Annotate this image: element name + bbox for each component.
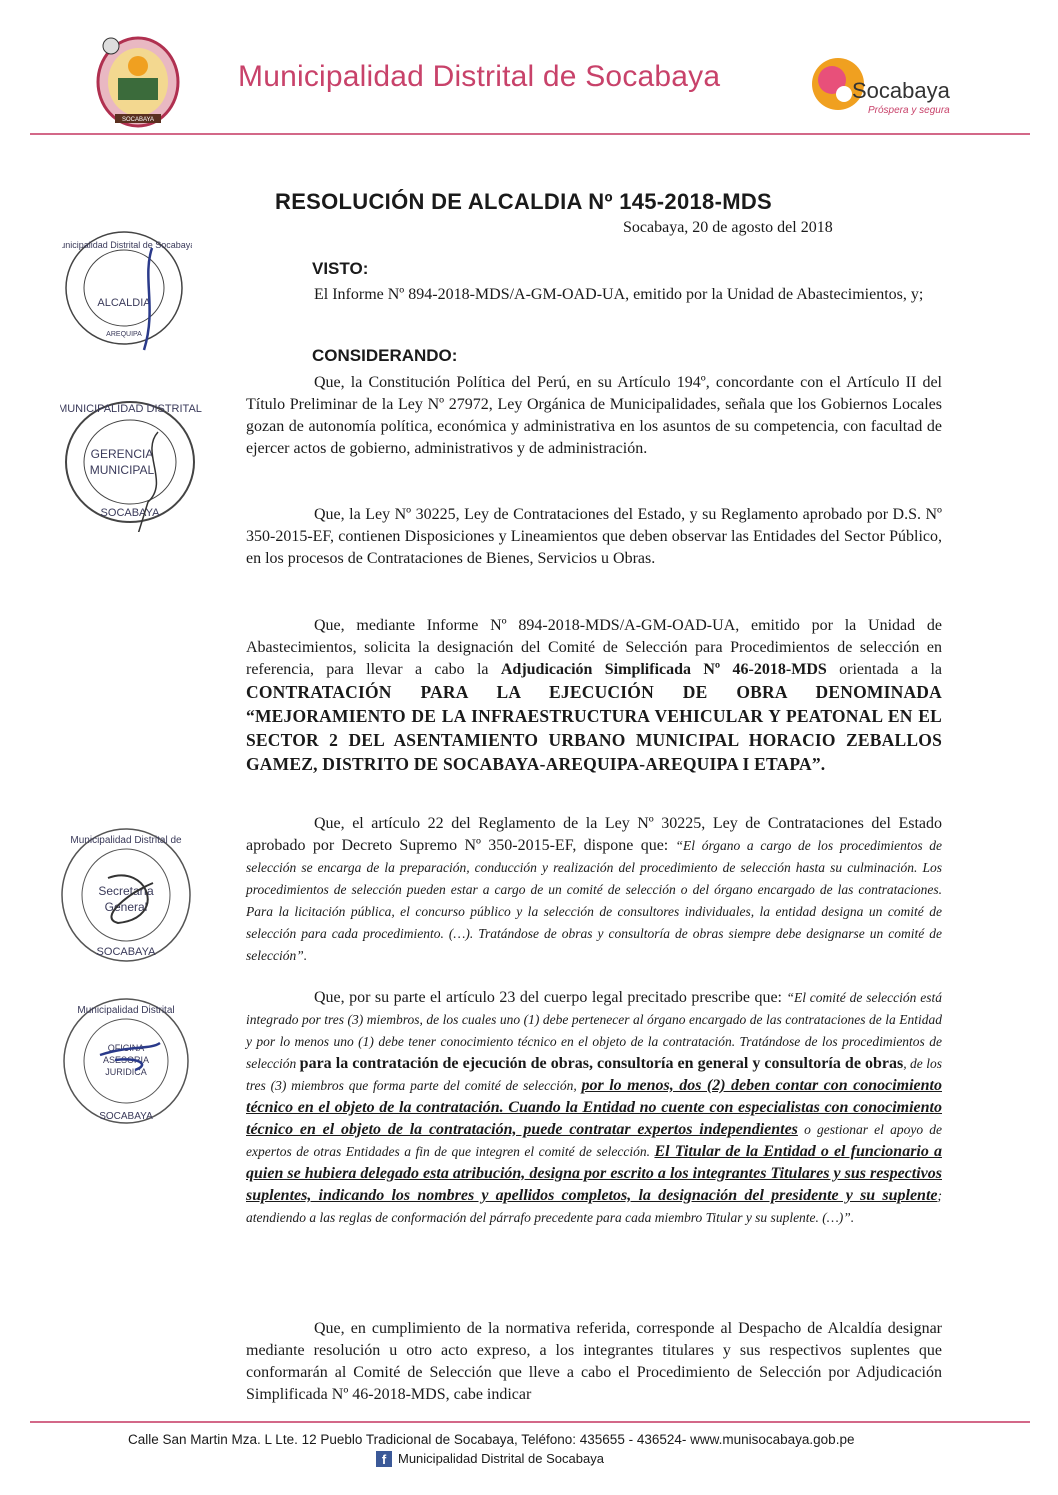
considerando-heading: CONSIDERANDO:: [312, 346, 458, 365]
place-date: Socabaya, 20 de agosto del 2018: [623, 219, 833, 236]
municipal-crest: [93, 30, 183, 130]
svg-text:AREQUIPA: AREQUIPA: [106, 331, 142, 338]
svg-text:ALCALDIA: ALCALDIA: [97, 297, 151, 309]
p4-quote: “El órgano a cargo de los procedimientos de selección se encarga de la preparación, conducción y realización del procedimiento de selección hasta su culminación. Los procedimientos de selección pueden estar a cargo de un comité de selección o del órgano encargado de las contrataciones. Para la licitación pública, el concurso público y la selección de consultores individuales, la entidad designa un comité de selección para cada procedimiento. (…). Tratándose de obras y consultoría de obras siempre debe designarse un comité de selección”.: [246, 838, 942, 963]
stamp-gerencia: [60, 392, 210, 532]
paragraph-2: Que, la Ley Nº 30225, Ley de Contrataciones del Estado, y su Reglamento aprobado por D.S. Nº 350-2015-EF, contienen Disposiciones y Lineamientos que deben observar las Entidades del Sector Público, en los procesos de Contrataciones de Bienes, Servicios u Obras.: [246, 506, 942, 567]
p5-text: Que, por su parte el artículo 23 del cuerpo legal precitado prescribe que:: [314, 989, 787, 1006]
p3-text-2: orientada a la: [826, 661, 942, 678]
stamp-secretaria: [58, 823, 198, 968]
resolution-title: RESOLUCIÓN DE ALCALDIA Nº 145-2018-MDS: [275, 189, 772, 214]
considerando-p3: [246, 615, 942, 777]
svg-text:GERENCIA: GERENCIA: [90, 447, 154, 461]
p5-quote-2: , de los tres (3) miembros que forma parte del comité de selección,: [246, 1056, 942, 1093]
p5-quote-1: “El comité de selección está integrado por tres (3) miembros, de los cuales uno (1) debe pertenecer al órgano encargado de las contrataciones de la Entidad y por lo menos uno (1) debe tener conocimiento técnico en el objeto de la contratación. Tratándose de los procedimientos de selección: [246, 990, 942, 1071]
footer-facebook: Municipalidad Distrital de Socabaya: [398, 1451, 604, 1466]
visto-paragraph: El Informe Nº 894-2018-MDS/A-GM-OAD-UA, emitido por la Unidad de Abastecimientos, y;: [314, 286, 924, 303]
svg-text:ASESORIA: ASESORIA: [102, 1055, 150, 1065]
svg-text:JURIDICA: JURIDICA: [105, 1067, 147, 1077]
paragraph-3: [246, 615, 942, 777]
svg-text:SOCABAYA: SOCABAYA: [99, 1111, 153, 1122]
considerando-p1: [246, 372, 942, 460]
p3-text: Que, mediante Informe Nº 894-2018-MDS/A-GM-OAD-UA, emitido por la Unidad de Abastecimientos, solicita la designación del Comité de Selección para Procedimientos de selección en referencia, para llevar a cabo la: [246, 617, 942, 678]
paragraph-4: [246, 813, 942, 967]
paragraph-6: Que, en cumplimiento de la normativa referida, corresponde al Despacho de Alcaldía designar mediante resolución u otro acto expreso, a los integrantes titulares y sus respectivos suplentes que conformarán al Comité de Selección que lleve a cabo el Procedimiento de Selección por Adjudicación Simplificada Nº 46-2018-MDS, cabe indicar: [246, 1320, 942, 1403]
p5-bold: para la contratación de ejecución de obras, consultoría en general y consultoría de obras: [299, 1055, 904, 1072]
svg-text:MUNICIPAL: MUNICIPAL: [89, 463, 155, 477]
p3-obra-title: CONTRATACIÓN PARA LA EJECUCIÓN DE OBRA DENOMINADA “MEJORAMIENTO DE LA INFRAESTRUCTURA VEHICULAR Y PEATONAL EN EL SECTOR 2 DEL ASENTAMIENTO URBANO MUNICIPAL HORACIO ZEBALLOS GAMEZ, DISTRITO DE SOCABAYA-AREQUIPA-AREQUIPA I ETAPA”.: [246, 682, 942, 774]
stamp-asesoria-juridica: [60, 995, 195, 1130]
visto-text: [246, 284, 942, 306]
considerando-p5: [246, 987, 942, 1229]
p5-underlined-2: El Titular de la Entidad o el funcionario a quien se hubiera delegado esta atribución, designa por escrito a los integrantes Titulares y sus respectivos suplentes, indicando los nombres y apellidos completos, la designación del presidente y su suplente: [246, 1143, 942, 1204]
svg-text:OFICINA: OFICINA: [107, 1043, 145, 1053]
footer-divider: [30, 1421, 1030, 1423]
footer-address: Calle San Martin Mza. L Lte. 12 Pueblo Tradicional de Socabaya, Teléfono: 435655 - 436524- www.munisocabaya.gob.pe: [128, 1432, 855, 1447]
logo-brand: Socabaya: [852, 78, 950, 103]
svg-text:Secretaría: Secretaría: [98, 884, 154, 898]
p5-quote-4: ; atendiendo a las reglas de conformación del párrafo precedente para cada miembro Titular y su suplente. (…)”.: [246, 1188, 942, 1225]
header-divider: [30, 133, 1030, 135]
svg-text:SOCABAYA: SOCABAYA: [96, 946, 156, 958]
svg-text:SOCABAYA: SOCABAYA: [100, 507, 160, 519]
p5-quote-3: o gestionar el apoyo de expertos de otras Entidades a fin de que integren el comité de selección.: [246, 1122, 943, 1159]
socabaya-logo: [808, 50, 978, 125]
svg-text:Municipalidad Distrital de: Municipalidad Distrital de: [70, 835, 182, 846]
svg-text:Municipalidad Distrital de Soc: Municipalidad Distrital de Socabaya: [62, 240, 192, 250]
logo-tagline: Próspera y segura: [868, 105, 950, 116]
considerando-p2: [246, 504, 942, 570]
considerando-p4: [246, 813, 942, 967]
municipality-title: Municipalidad Distrital de Socabaya: [238, 60, 721, 93]
facebook-icon: f: [376, 1451, 392, 1467]
paragraph-1: Que, la Constitución Política del Perú, en su Artículo 194º, concordante con el Artículo II del Título Preliminar de la Ley Nº 27972, Ley Orgánica de Municipalidades, señala que los Gobiernos Locales gozan de autonomía política, económica y administrativa en los asuntos de su competencia, con facultad de ejercer actos de gobierno, administrativos y de administración.: [246, 374, 942, 457]
p3-adjudicacion: Adjudicación Simplificada Nº 46-2018-MDS: [500, 661, 827, 678]
svg-text:SOCABAYA: SOCABAYA: [121, 117, 155, 123]
p4-text: Que, el artículo 22 del Reglamento de la Ley Nº 30225, Ley de Contrataciones del Estado aprobado por Decreto Supremo Nº 350-2015-EF, dispone que:: [246, 815, 942, 854]
paragraph-5: [246, 987, 942, 1229]
svg-text:Municipalidad Distrital: Municipalidad Distrital: [77, 1005, 175, 1016]
svg-text:General: General: [104, 900, 148, 914]
considerando-p6: [246, 1318, 942, 1406]
p5-underlined-1: por lo menos, dos (2) deben contar con conocimiento técnico en el objeto de la contratación. Cuando la Entidad no cuente con especialistas con conocimiento técnico en el objeto de la contratación, puede contratar expertos independientes: [246, 1077, 942, 1138]
stamp-alcaldia: [62, 228, 192, 353]
svg-text:MUNICIPALIDAD DISTRITAL: MUNICIPALIDAD DISTRITAL: [60, 403, 202, 415]
visto-heading: VISTO:: [312, 259, 369, 278]
